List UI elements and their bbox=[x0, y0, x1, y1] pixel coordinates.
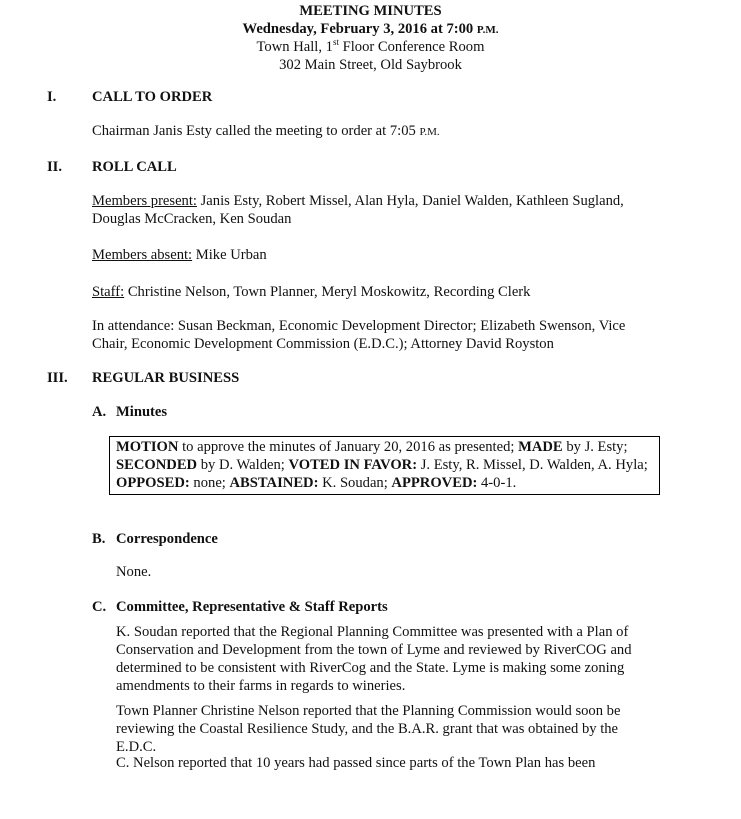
subsection-title-reports: Committee, Representative & Staff Reports bbox=[116, 599, 388, 615]
meeting-date: Wednesday, February 3, 2016 at 7:00 P.M. bbox=[242, 21, 499, 37]
in-attendance: In attendance: Susan Beckman, Economic Development Director; Elizabeth Swenson, Vice Chair, Economic Development Commission (E.D.C.); Attorney David Royston bbox=[92, 318, 626, 352]
members-present: Members present: Janis Esty, Robert Missel, Alan Hyla, Daniel Walden, Kathleen Sugland, Douglas McCracken, Ken Soudan bbox=[92, 193, 624, 227]
members-absent: Members absent: Mike Urban bbox=[92, 247, 267, 263]
section-title-roll-call: ROLL CALL bbox=[92, 159, 177, 175]
report-paragraph-2: Town Planner Christine Nelson reported that the Planning Commission would soon be reviewing the Coastal Resilience Study, and the B.A.R. grant that was obtained by the E.D.C. bbox=[116, 703, 621, 755]
call-to-order-text: Chairman Janis Esty called the meeting to order at 7:05 P.M. bbox=[92, 123, 440, 139]
meeting-location: Town Hall, 1st Floor Conference Room bbox=[256, 37, 485, 55]
section-numeral-3: III. bbox=[47, 370, 68, 386]
document-title: MEETING MINUTES bbox=[299, 3, 442, 19]
report-paragraph-1: K. Soudan reported that the Regional Planning Committee was presented with a Plan of Conservation and Development from the town of Lyme and reviewed by RiverCOG and determined to be consistent with RiverCog and the State. Lyme is making some zoning amendments to their farms in regards to wineries. bbox=[116, 624, 632, 694]
correspondence-text: None. bbox=[116, 564, 152, 580]
meeting-address: 302 Main Street, Old Saybrook bbox=[279, 57, 462, 73]
section-numeral-2: II. bbox=[47, 159, 63, 175]
section-title-call-to-order: CALL TO ORDER bbox=[92, 89, 213, 105]
subsection-title-minutes: Minutes bbox=[116, 404, 168, 420]
subsection-letter-c: C. bbox=[92, 599, 107, 615]
report-paragraph-3: C. Nelson reported that 10 years had passed since parts of the Town Plan has been bbox=[116, 755, 596, 771]
subsection-letter-b: B. bbox=[92, 531, 106, 547]
document-header bbox=[0, 2, 741, 74]
section-numeral-1: I. bbox=[47, 89, 57, 105]
subsection-letter-a: A. bbox=[92, 404, 107, 420]
subsection-title-correspondence: Correspondence bbox=[116, 531, 218, 547]
motion-box: MOTION to approve the minutes of January 20, 2016 as presented; MADE by J. Esty; SECONDED by D. Walden; VOTED IN FAVOR: J. Esty, R. Missel, D. Walden, A. Hyla; OPPOSED: none; ABSTAINED: K. Soudan; APPROVED: 4-0-1. bbox=[109, 436, 660, 495]
section-title-regular-business: REGULAR BUSINESS bbox=[92, 370, 240, 386]
staff-list: Staff: Christine Nelson, Town Planner, Meryl Moskowitz, Recording Clerk bbox=[92, 284, 531, 300]
